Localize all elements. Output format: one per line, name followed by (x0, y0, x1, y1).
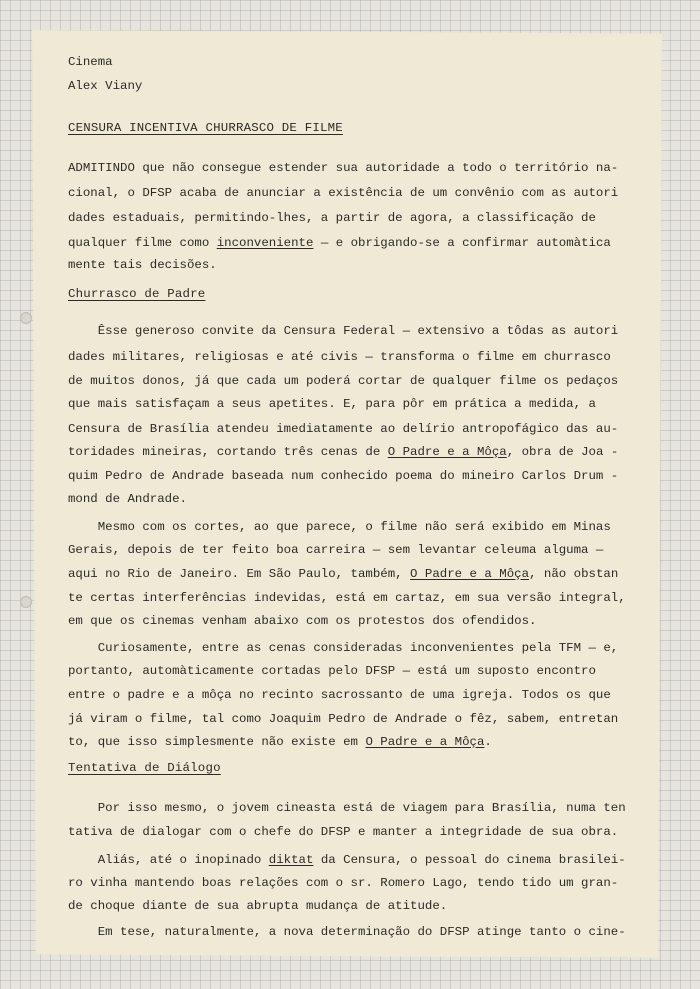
body-line: em que os cinemas venham abaixo com os protestos dos ofendidos. (68, 614, 537, 628)
intro-line: qualquer filme como inconveniente — e obrigando-se a confirmar automàtica (68, 236, 611, 250)
body-line: de muitos donos, já que cada um poderá cortar de qualquer filme os pedaços (68, 374, 619, 388)
body-line: Em tese, naturalmente, a nova determinação do DFSP atinge tanto o cine- (68, 925, 626, 939)
body-line: to, que isso simplesmente não existe em O Padre e a Môça. (68, 735, 492, 749)
body-line: já viram o filme, tal como Joaquim Pedro de Andrade o fêz, sabem, entretan (68, 712, 619, 726)
article-title: CENSURA INCENTIVA CHURRASCO DE FILME (68, 121, 343, 135)
intro-line: cional, o DFSP acaba de anunciar a existência de um convênio com as autori (68, 186, 619, 200)
punch-hole (20, 596, 32, 608)
body-line: tativa de dialogar com o chefe do DFSP e manter a integridade de sua obra. (68, 825, 619, 839)
body-line: quim Pedro de Andrade baseada num conhecido poema do mineiro Carlos Drum - (68, 469, 619, 483)
body-line: Mesmo com os cortes, ao que parece, o filme não será exibido em Minas (68, 520, 611, 534)
body-line: Aliás, até o inopinado diktat da Censura, o pessoal do cinema brasilei- (68, 853, 626, 867)
body-line: de choque diante de sua abrupta mudança de atitude. (68, 899, 448, 913)
body-line: te certas interferências indevidas, está em cartaz, em sua versão integral, (68, 591, 626, 605)
body-line: entre o padre e a môça no recinto sacrossanto de uma igreja. Todos os que (68, 688, 611, 702)
intro-line: dades estaduais, permitindo-lhes, a partir de agora, a classificação de (68, 211, 596, 225)
body-line: toridades mineiras, cortando três cenas de O Padre e a Môça, obra de Joa - (68, 445, 619, 459)
intro-line: ADMITINDO que não consegue estender sua autoridade a todo o território na- (68, 161, 619, 175)
body-line: que mais satisfaçam a seus apetites. E, para pôr em prática a medida, a (68, 397, 596, 411)
body-line: mond de Andrade. (68, 492, 187, 506)
section-heading: Tentativa de Diálogo (68, 761, 221, 775)
body-line: Por isso mesmo, o jovem cineasta está de viagem para Brasília, numa ten (68, 801, 626, 815)
body-line: Censura de Brasília atendeu imediatamente ao delírio antropofágico das au- (68, 422, 619, 436)
body-line: Curiosamente, entre as cenas consideradas inconvenientes pela TFM — e, (68, 641, 619, 655)
section-label: Cinema (68, 55, 113, 69)
body-line: Êsse generoso convite da Censura Federal — extensivo a tôdas as autori (68, 324, 619, 338)
author-name: Alex Viany (68, 79, 143, 93)
section-heading: Churrasco de Padre (68, 287, 206, 301)
body-line: ro vinha mantendo boas relações com o sr. Romero Lago, tendo tido um gran- (68, 876, 619, 890)
punch-hole (20, 312, 32, 324)
intro-line: mente tais decisões. (68, 258, 217, 272)
body-line: portanto, automàticamente cortadas pelo DFSP — está um suposto encontro (68, 664, 596, 678)
body-line: aqui no Rio de Janeiro. Em São Paulo, também, O Padre e a Môça, não obstan (68, 567, 619, 581)
body-line: dades militares, religiosas e até civis — transforma o filme em churrasco (68, 350, 611, 364)
body-line: Gerais, depois de ter feito boa carreira — sem levantar celeuma alguma — (68, 543, 604, 557)
